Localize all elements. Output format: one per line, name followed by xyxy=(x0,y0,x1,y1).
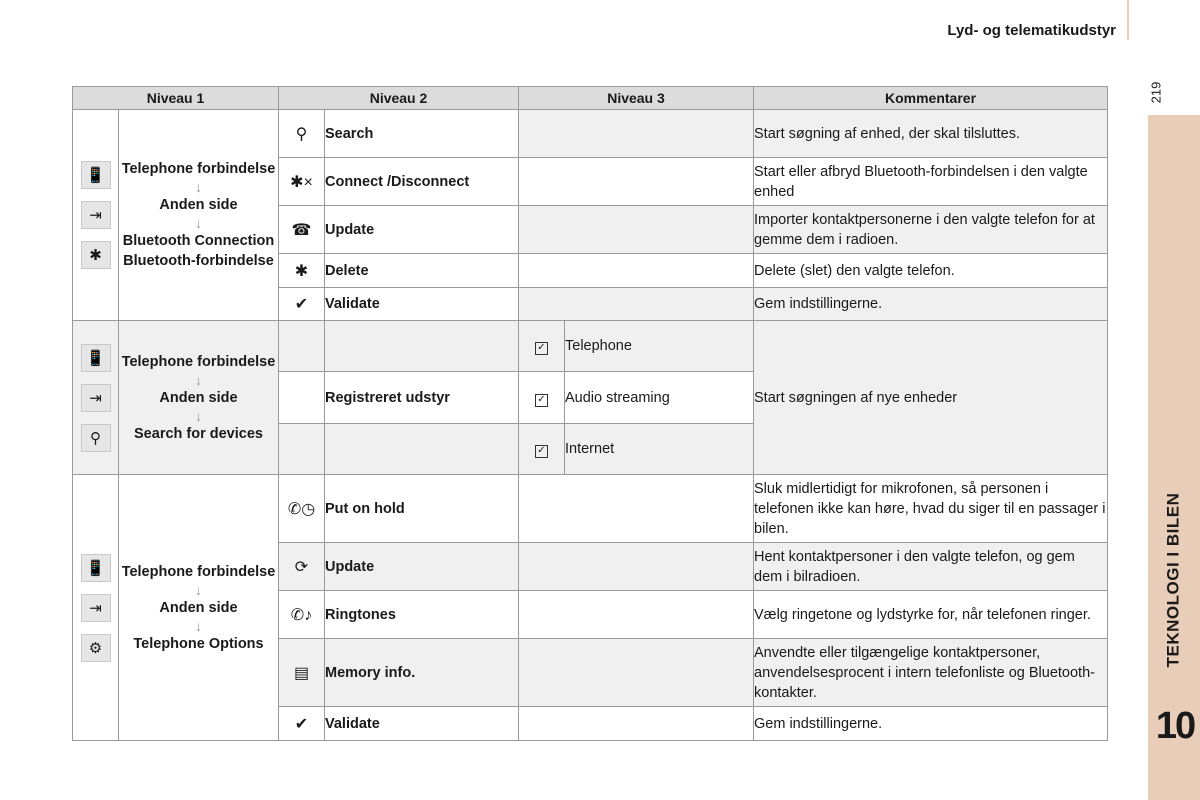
comment: Importer kontaktpersonerne i den valgte telefon for at gemme dem i radioen. xyxy=(754,206,1108,254)
comment: Start eller afbryd Bluetooth-forbindelsen i den valgte enhed xyxy=(754,158,1108,206)
other-side-icon: ⇥ xyxy=(81,201,111,229)
menu-label: Put on hold xyxy=(325,475,519,543)
nav-step: Telephone forbindelse xyxy=(121,563,276,580)
menu-label: Delete xyxy=(325,254,519,288)
menu-label: Update xyxy=(325,206,519,254)
down-arrow-icon: ↓ xyxy=(195,215,202,231)
table-header-row xyxy=(73,87,1108,110)
checkbox-icon: ✓ xyxy=(519,321,565,372)
empty-cell xyxy=(519,110,754,158)
comment: Sluk midlertidigt for mikrofonen, så personen i telefonen ikke kan høre, hvad du siger til en passager i bilen. xyxy=(754,475,1108,543)
menu-label: Memory info. xyxy=(325,639,519,707)
memory-info-icon: ▤ xyxy=(279,639,325,707)
nav-step: Anden side xyxy=(159,599,238,616)
nav-step: Telephone forbindelse xyxy=(121,353,276,370)
menu-label: Validate xyxy=(325,707,519,741)
level3-label: Internet xyxy=(565,424,754,475)
column-header-niveau-1: Niveau 1 xyxy=(73,87,279,110)
comment: Start søgning af enhed, der skal tilsluttes. xyxy=(754,110,1108,158)
comment: Delete (slet) den valgte telefon. xyxy=(754,254,1108,288)
empty-cell xyxy=(279,321,325,372)
nav-step: Telephone forbindelse xyxy=(121,161,276,177)
empty-cell xyxy=(325,424,519,475)
column-header-kommentarer: Kommentarer xyxy=(754,87,1108,110)
contacts-update-icon: ☎ xyxy=(279,206,325,254)
empty-cell xyxy=(519,206,754,254)
empty-cell xyxy=(519,707,754,741)
refresh-icon: ⟳ xyxy=(279,543,325,591)
section-title: Lyd- og telematikudstyr xyxy=(947,22,1116,39)
chapter-title-text: TEKNOLOGI I BILEN xyxy=(1163,492,1183,668)
empty-cell xyxy=(519,254,754,288)
menu-label: Validate xyxy=(325,288,519,321)
down-arrow-icon: ↓ xyxy=(195,371,202,388)
chapter-title xyxy=(1155,470,1191,690)
search-device-icon: ⚲ xyxy=(81,424,111,452)
empty-cell xyxy=(519,475,754,543)
empty-cell xyxy=(519,639,754,707)
header-divider xyxy=(1127,0,1129,40)
empty-cell xyxy=(519,543,754,591)
checkbox-icon: ✓ xyxy=(519,372,565,424)
down-arrow-icon: ↓ xyxy=(195,179,202,195)
empty-cell xyxy=(519,591,754,639)
chapter-number: 10 xyxy=(1155,705,1195,747)
level1-nav xyxy=(119,321,279,475)
level1-icons xyxy=(73,475,119,741)
comment: Gem indstillingerne. xyxy=(754,707,1108,741)
empty-cell xyxy=(325,321,519,372)
table-row xyxy=(73,110,1108,158)
level1-icons xyxy=(73,321,119,475)
nav-step: Telephone Options xyxy=(133,635,264,652)
nav-step: Search for devices xyxy=(134,425,263,442)
down-arrow-icon: ↓ xyxy=(195,581,202,598)
column-header-niveau-3: Niveau 3 xyxy=(519,87,754,110)
bluetooth-icon: ✱ xyxy=(81,241,111,269)
down-arrow-icon: ↓ xyxy=(195,407,202,424)
checkbox-icon: ✓ xyxy=(519,424,565,475)
other-side-icon: ⇥ xyxy=(81,594,111,622)
comment: Start søgningen af nye enheder xyxy=(754,321,1108,475)
menu-label: Registreret udstyr xyxy=(325,372,519,424)
down-arrow-icon: ↓ xyxy=(195,617,202,634)
level1-nav xyxy=(119,475,279,741)
menu-label: Ringtones xyxy=(325,591,519,639)
phone-options-icon: ⚙ xyxy=(81,634,111,662)
phone-connection-icon: 📱 xyxy=(81,554,111,582)
level3-label: Telephone xyxy=(565,321,754,372)
comment: Anvendte eller tilgængelige kontaktpersoner, anvendelsesprocent i intern telefonliste og Bluetooth-kontakter. xyxy=(754,639,1108,707)
level3-label: Audio streaming xyxy=(565,372,754,424)
empty-cell xyxy=(519,158,754,206)
chapter-side-tab xyxy=(1148,115,1200,800)
page-number xyxy=(1146,72,1166,112)
menu-table xyxy=(72,86,1108,741)
empty-cell xyxy=(279,424,325,475)
empty-cell xyxy=(519,288,754,321)
ringtone-icon: ✆♪ xyxy=(279,591,325,639)
other-side-icon: ⇥ xyxy=(81,384,111,412)
menu-label: Update xyxy=(325,543,519,591)
table-row xyxy=(73,475,1108,543)
nav-step: Anden side xyxy=(159,389,238,406)
comment: Vælg ringetone og lydstyrke for, når telefonen ringer. xyxy=(754,591,1108,639)
table-row xyxy=(73,321,1108,372)
level1-nav xyxy=(119,110,279,321)
phone-connection-icon: 📱 xyxy=(81,344,111,372)
check-icon: ✔ xyxy=(279,288,325,321)
page-number-text: 219 xyxy=(1148,81,1164,103)
put-on-hold-icon: ✆◷ xyxy=(279,475,325,543)
comment: Hent kontaktpersoner i den valgte telefon, og gem dem i bilradioen. xyxy=(754,543,1108,591)
nav-step: Bluetooth Connection Bluetooth-forbindelse xyxy=(122,233,275,269)
phone-connection-icon: 📱 xyxy=(81,161,111,189)
check-icon: ✔ xyxy=(279,707,325,741)
comment: Gem indstillingerne. xyxy=(754,288,1108,321)
menu-label: Search xyxy=(325,110,519,158)
search-device-icon: ⚲ xyxy=(279,110,325,158)
menu-label: Connect /Disconnect xyxy=(325,158,519,206)
bluetooth-connect-icon: ✱× xyxy=(279,158,325,206)
empty-cell xyxy=(279,372,325,424)
bluetooth-delete-icon: ✱ xyxy=(279,254,325,288)
nav-step: Anden side xyxy=(159,197,238,213)
level1-icons xyxy=(73,110,119,321)
column-header-niveau-2: Niveau 2 xyxy=(279,87,519,110)
